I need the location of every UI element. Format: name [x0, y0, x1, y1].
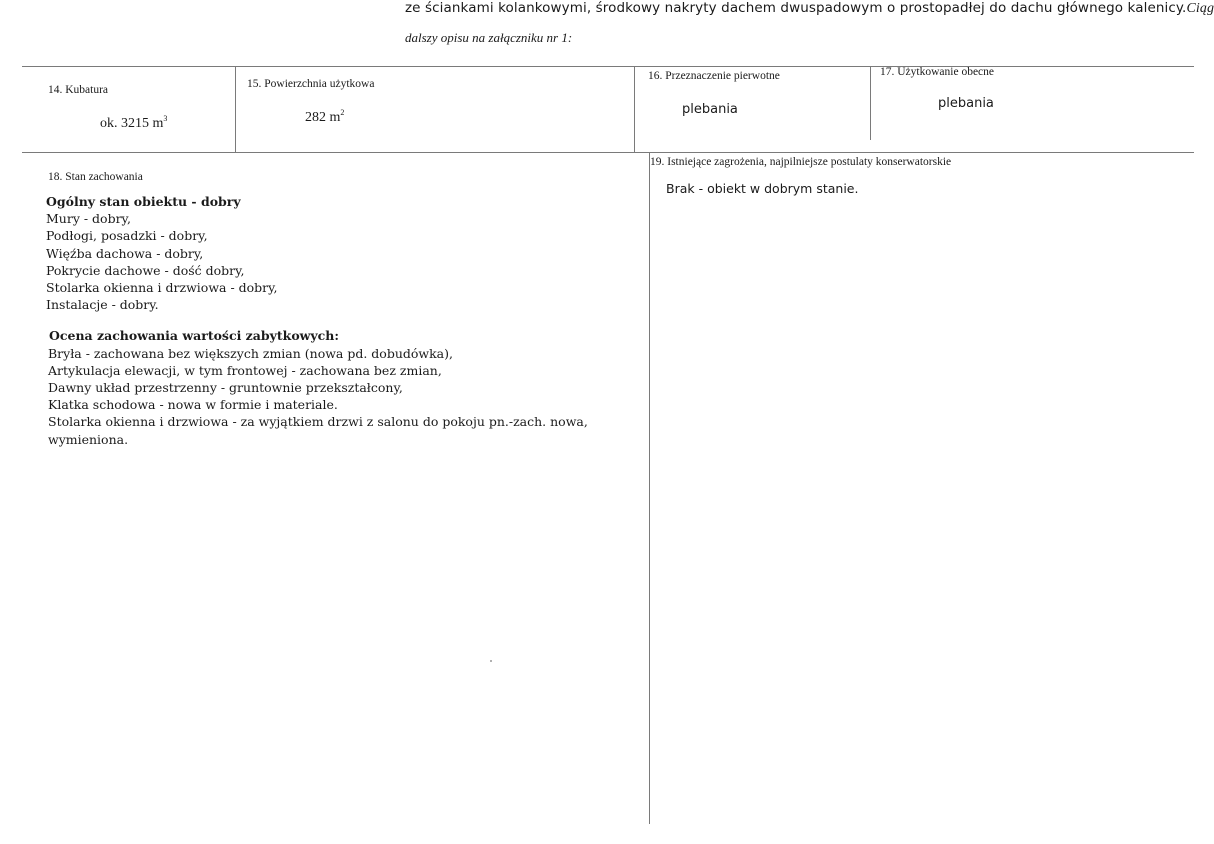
heritage-item-facade: Artykulacja elewacji, w tym frontowej - zachowana bez zmian, — [48, 362, 442, 378]
area-value: 282 m — [305, 110, 341, 125]
continuation-line-1 — [405, 0, 1214, 17]
continuation-marker: Ciąg — [1186, 1, 1214, 16]
condition-section — [46, 193, 588, 448]
divider-18-19 — [649, 152, 650, 824]
general-item-roof-truss: Więźba dachowa - dobry, — [46, 245, 204, 261]
field-18-label: 18. Stan zachowania — [48, 171, 143, 183]
heritage-item-staircase: Klatka schodowa - nowa w formie i materiale. — [48, 397, 338, 413]
general-condition-heading: Ogólny stan obiektu - dobry — [46, 194, 241, 209]
general-item-walls: Mury - dobry, — [46, 211, 131, 227]
general-item-floors: Podłogi, posadzki - dobry, — [46, 228, 208, 244]
field-17-label: 17. Użytkowanie obecne — [880, 66, 995, 78]
row-top-border — [22, 66, 1194, 67]
field-17-value: plebania — [938, 96, 994, 111]
divider-15-16 — [634, 66, 635, 153]
general-item-joinery: Stolarka okienna i drzwiowa - dobry, — [46, 280, 278, 296]
field-16-value: plebania — [682, 102, 738, 117]
field-15-label: 15. Powierzchnia użytkowa — [247, 78, 375, 90]
divider-16-17 — [870, 66, 871, 140]
continuation-text: ze ściankami kolankowymi, środkowy nakryty dachem dwuspadowym o prostopadłej do dachu głównego kalenicy. — [405, 0, 1187, 16]
field-19-value: Brak - obiekt w dobrym stanie. — [666, 181, 859, 196]
divider-14-15 — [235, 66, 236, 153]
general-item-roofing: Pokrycie dachowe - dość dobry, — [46, 262, 245, 278]
heritage-item-massing: Bryła - zachowana bez większych zmian (nowa pd. dobudówka), — [48, 345, 453, 361]
volume-value: ok. 3215 m — [100, 116, 164, 131]
field-16-label: 16. Przeznaczenie pierwotne — [648, 70, 780, 82]
continuation-line-2: dalszy opisu na załączniku nr 1: — [405, 30, 573, 45]
volume-unit-exponent: 3 — [163, 114, 168, 123]
general-item-installations: Instalacje - dobry. — [46, 297, 159, 313]
field-14-label: 14. Kubatura — [48, 84, 109, 96]
heritage-heading: Ocena zachowania wartości zabytkowych: — [49, 328, 339, 344]
section-gap — [46, 313, 588, 327]
heritage-item-joinery-cont: wymieniona. — [48, 431, 129, 447]
field-19-label: 19. Istniejące zagrożenia, najpilniejsze postulaty konserwatorskie — [650, 156, 952, 168]
area-unit-exponent: 2 — [340, 108, 345, 117]
row-middle-border — [22, 152, 1194, 153]
heritage-item-joinery: Stolarka okienna i drzwiowa - za wyjątkiem drzwi z salonu do pokoju pn.-zach. nowa, — [48, 414, 588, 430]
heritage-item-layout: Dawny układ przestrzenny - gruntownie przekształcony, — [48, 380, 403, 396]
scan-speck — [490, 660, 492, 662]
field-14-value — [100, 116, 167, 132]
field-15-value — [305, 110, 344, 126]
